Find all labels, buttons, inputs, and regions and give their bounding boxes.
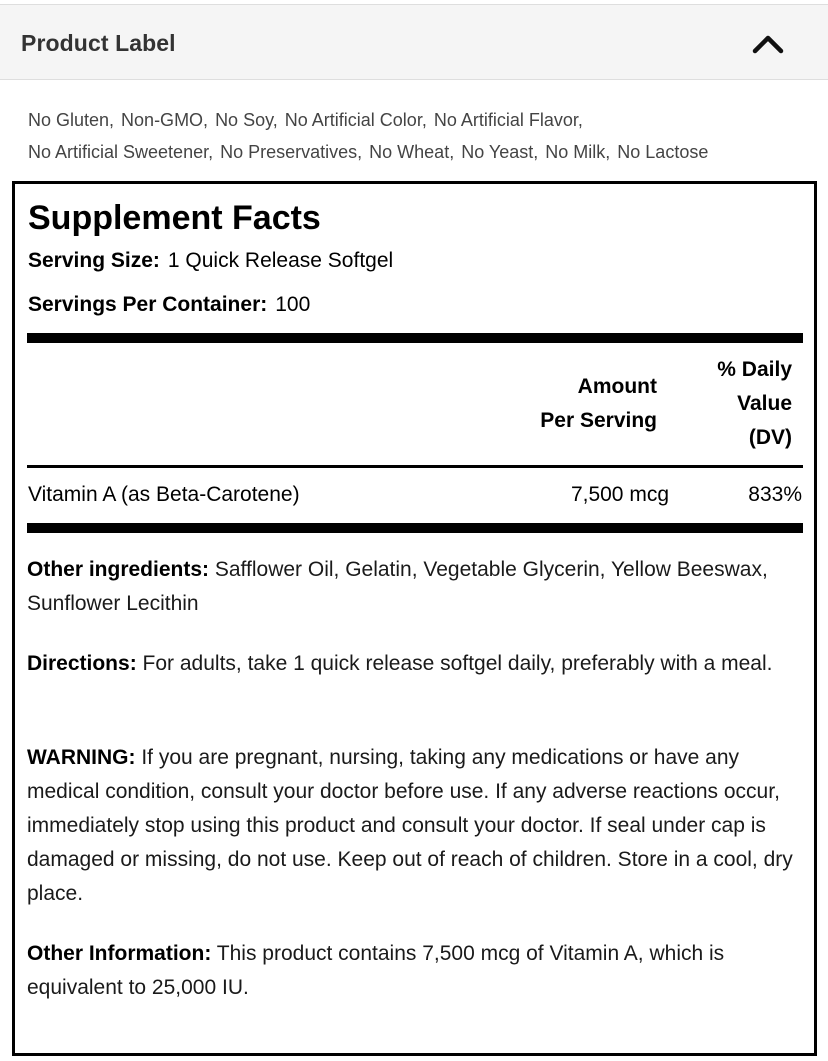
directions xyxy=(27,647,805,681)
amount-column-header xyxy=(540,370,657,438)
warning-label: WARNING: xyxy=(27,746,136,769)
tags-line-2 xyxy=(28,136,818,168)
dv-header-line: (DV) xyxy=(748,426,792,449)
divider-thick xyxy=(27,523,803,533)
tag-item: No Yeast, xyxy=(461,142,539,162)
other-information-label: Other Information: xyxy=(27,942,212,965)
servings-per-container-label: Servings Per Container: xyxy=(28,293,268,316)
tag-item: No Preservatives, xyxy=(220,142,363,162)
servings-per-container xyxy=(28,292,310,318)
other-ingredients xyxy=(27,553,805,621)
nutrient-amount: 7,500 mcg xyxy=(570,483,669,506)
tag-item: No Milk, xyxy=(545,142,611,162)
divider-thick xyxy=(27,333,803,343)
dv-header-line: % Daily xyxy=(717,358,792,381)
warning xyxy=(27,741,805,911)
tags-line-1 xyxy=(28,104,818,136)
other-information-text: This product contains 7,500 mcg of Vitamin A, which is equivalent to 25,000 IU. xyxy=(27,942,725,999)
dietary-tags xyxy=(28,104,818,168)
supplement-facts-panel xyxy=(12,181,817,1056)
product-label-header[interactable] xyxy=(0,4,828,80)
other-information xyxy=(27,937,805,1005)
tag-item: No Lactose xyxy=(617,142,709,162)
serving-size xyxy=(28,248,393,274)
amount-header-line: Per Serving xyxy=(540,409,657,432)
tag-item: No Soy, xyxy=(215,110,278,130)
servings-per-container-value: 100 xyxy=(275,293,311,316)
serving-size-label: Serving Size: xyxy=(28,249,160,272)
warning-text: If you are pregnant, nursing, taking any medications or have any medical condition, consult your doctor before use. If any adverse reactions occur, immediately stop using this product and consult your doctor. If seal under cap is damaged or missing, do not use. Keep out of reach of children. Store in a cool, dry place. xyxy=(27,746,793,905)
tag-item: No Artificial Flavor, xyxy=(433,110,583,130)
section-title: Product Label xyxy=(21,30,176,56)
other-ingredients-label: Other ingredients: xyxy=(27,558,210,581)
divider-thin xyxy=(27,465,803,468)
dv-header-line: Value xyxy=(737,392,792,415)
other-ingredients-text: Safflower Oil, Gelatin, Vegetable Glycerin, Yellow Beeswax, Sunflower Lecithin xyxy=(27,558,768,615)
chevron-up-icon[interactable] xyxy=(751,33,785,55)
amount-header-line: Amount xyxy=(577,375,657,398)
supplement-facts-title: Supplement Facts xyxy=(28,199,321,237)
nutrient-daily-value: 833% xyxy=(748,483,802,506)
nutrient-name: Vitamin A (as Beta-Carotene) xyxy=(28,483,300,506)
daily-value-column-header xyxy=(717,353,792,455)
tag-item: No Artificial Color, xyxy=(284,110,427,130)
directions-text: For adults, take 1 quick release softgel daily, preferably with a meal. xyxy=(142,652,773,675)
tag-item: No Gluten, xyxy=(28,110,115,130)
tag-item: No Wheat, xyxy=(369,142,455,162)
directions-label: Directions: xyxy=(27,652,137,675)
serving-size-value: 1 Quick Release Softgel xyxy=(167,249,394,272)
tag-item: Non-GMO, xyxy=(121,110,209,130)
tag-item: No Artificial Sweetener, xyxy=(28,142,214,162)
